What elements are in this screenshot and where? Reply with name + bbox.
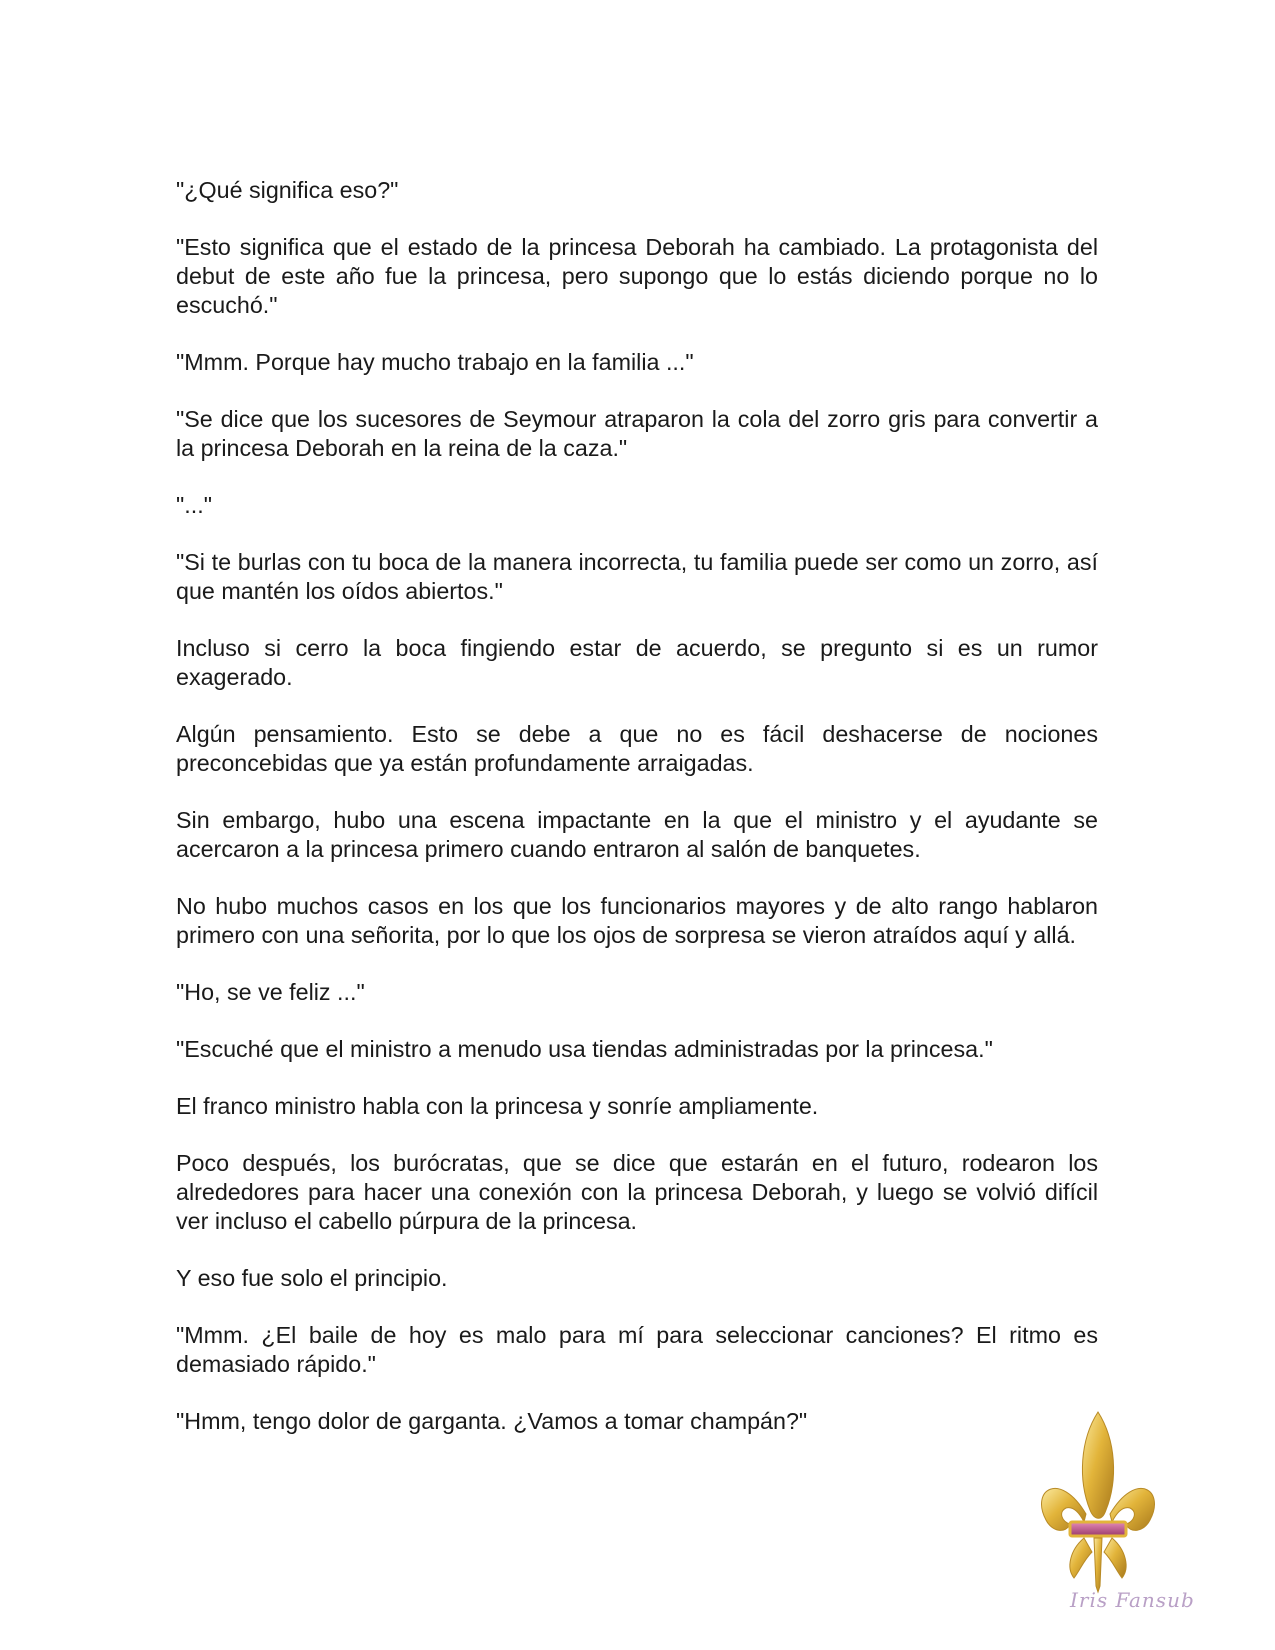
paragraph-12: "Escuché que el ministro a menudo usa tiendas administradas por la princesa." — [176, 1036, 993, 1062]
paragraph-14: Poco después, los burócratas, que se dice que estarán en el futuro, rodearon los alrededores para hacer una conexión con la princesa Deborah, y luego se volvió difícil ver incluso el cabello púrpura de la princesa. — [176, 1150, 1098, 1234]
paragraph-4: "Se dice que los sucesores de Seymour atraparon la cola del zorro gris para convertir a la princesa Deborah en la reina de la caza." — [176, 406, 1098, 461]
signature-text: Iris Fansub — [1070, 1588, 1195, 1612]
paragraph-3: "Mmm. Porque hay mucho trabajo en la familia ..." — [176, 349, 694, 375]
paragraph-16: "Mmm. ¿El baile de hoy es malo para mí para seleccionar canciones? El ritmo es demasiado rápido." — [176, 1322, 1098, 1377]
paragraph-2: "Esto significa que el estado de la princesa Deborah ha cambiado. La protagonista del debut de este año fue la princesa, pero supongo que lo estás diciendo porque no lo escuchó." — [176, 234, 1098, 318]
paragraph-6: "Si te burlas con tu boca de la manera incorrecta, tu familia puede ser como un zorro, así que mantén los oídos abiertos." — [176, 549, 1098, 604]
paragraph-8: Algún pensamiento. Esto se debe a que no es fácil deshacerse de nociones preconcebidas que ya están profundamente arraigadas. — [176, 721, 1098, 776]
paragraph-10: No hubo muchos casos en los que los funcionarios mayores y de alto rango hablaron primero con una señorita, por lo que los ojos de sorpresa se vieron atraídos aquí y allá. — [176, 893, 1098, 948]
body-text — [176, 176, 1098, 1464]
paragraph-17: "Hmm, tengo dolor de garganta. ¿Vamos a tomar champán?" — [176, 1408, 808, 1434]
paragraph-9: Sin embargo, hubo una escena impactante en la que el ministro y el ayudante se acercaron a la princesa primero cuando entraron al salón de banquetes. — [176, 807, 1098, 862]
paragraph-7: Incluso si cerro la boca fingiendo estar de acuerdo, se pregunto si es un rumor exagerado. — [176, 635, 1098, 690]
paragraph-5: "..." — [176, 492, 212, 518]
paragraph-13: El franco ministro habla con la princesa y sonríe ampliamente. — [176, 1093, 819, 1119]
paragraph-11: "Ho, se ve feliz ..." — [176, 979, 365, 1005]
paragraph-15: Y eso fue solo el principio. — [176, 1265, 448, 1291]
paragraph-1: "¿Qué significa eso?" — [176, 177, 399, 203]
